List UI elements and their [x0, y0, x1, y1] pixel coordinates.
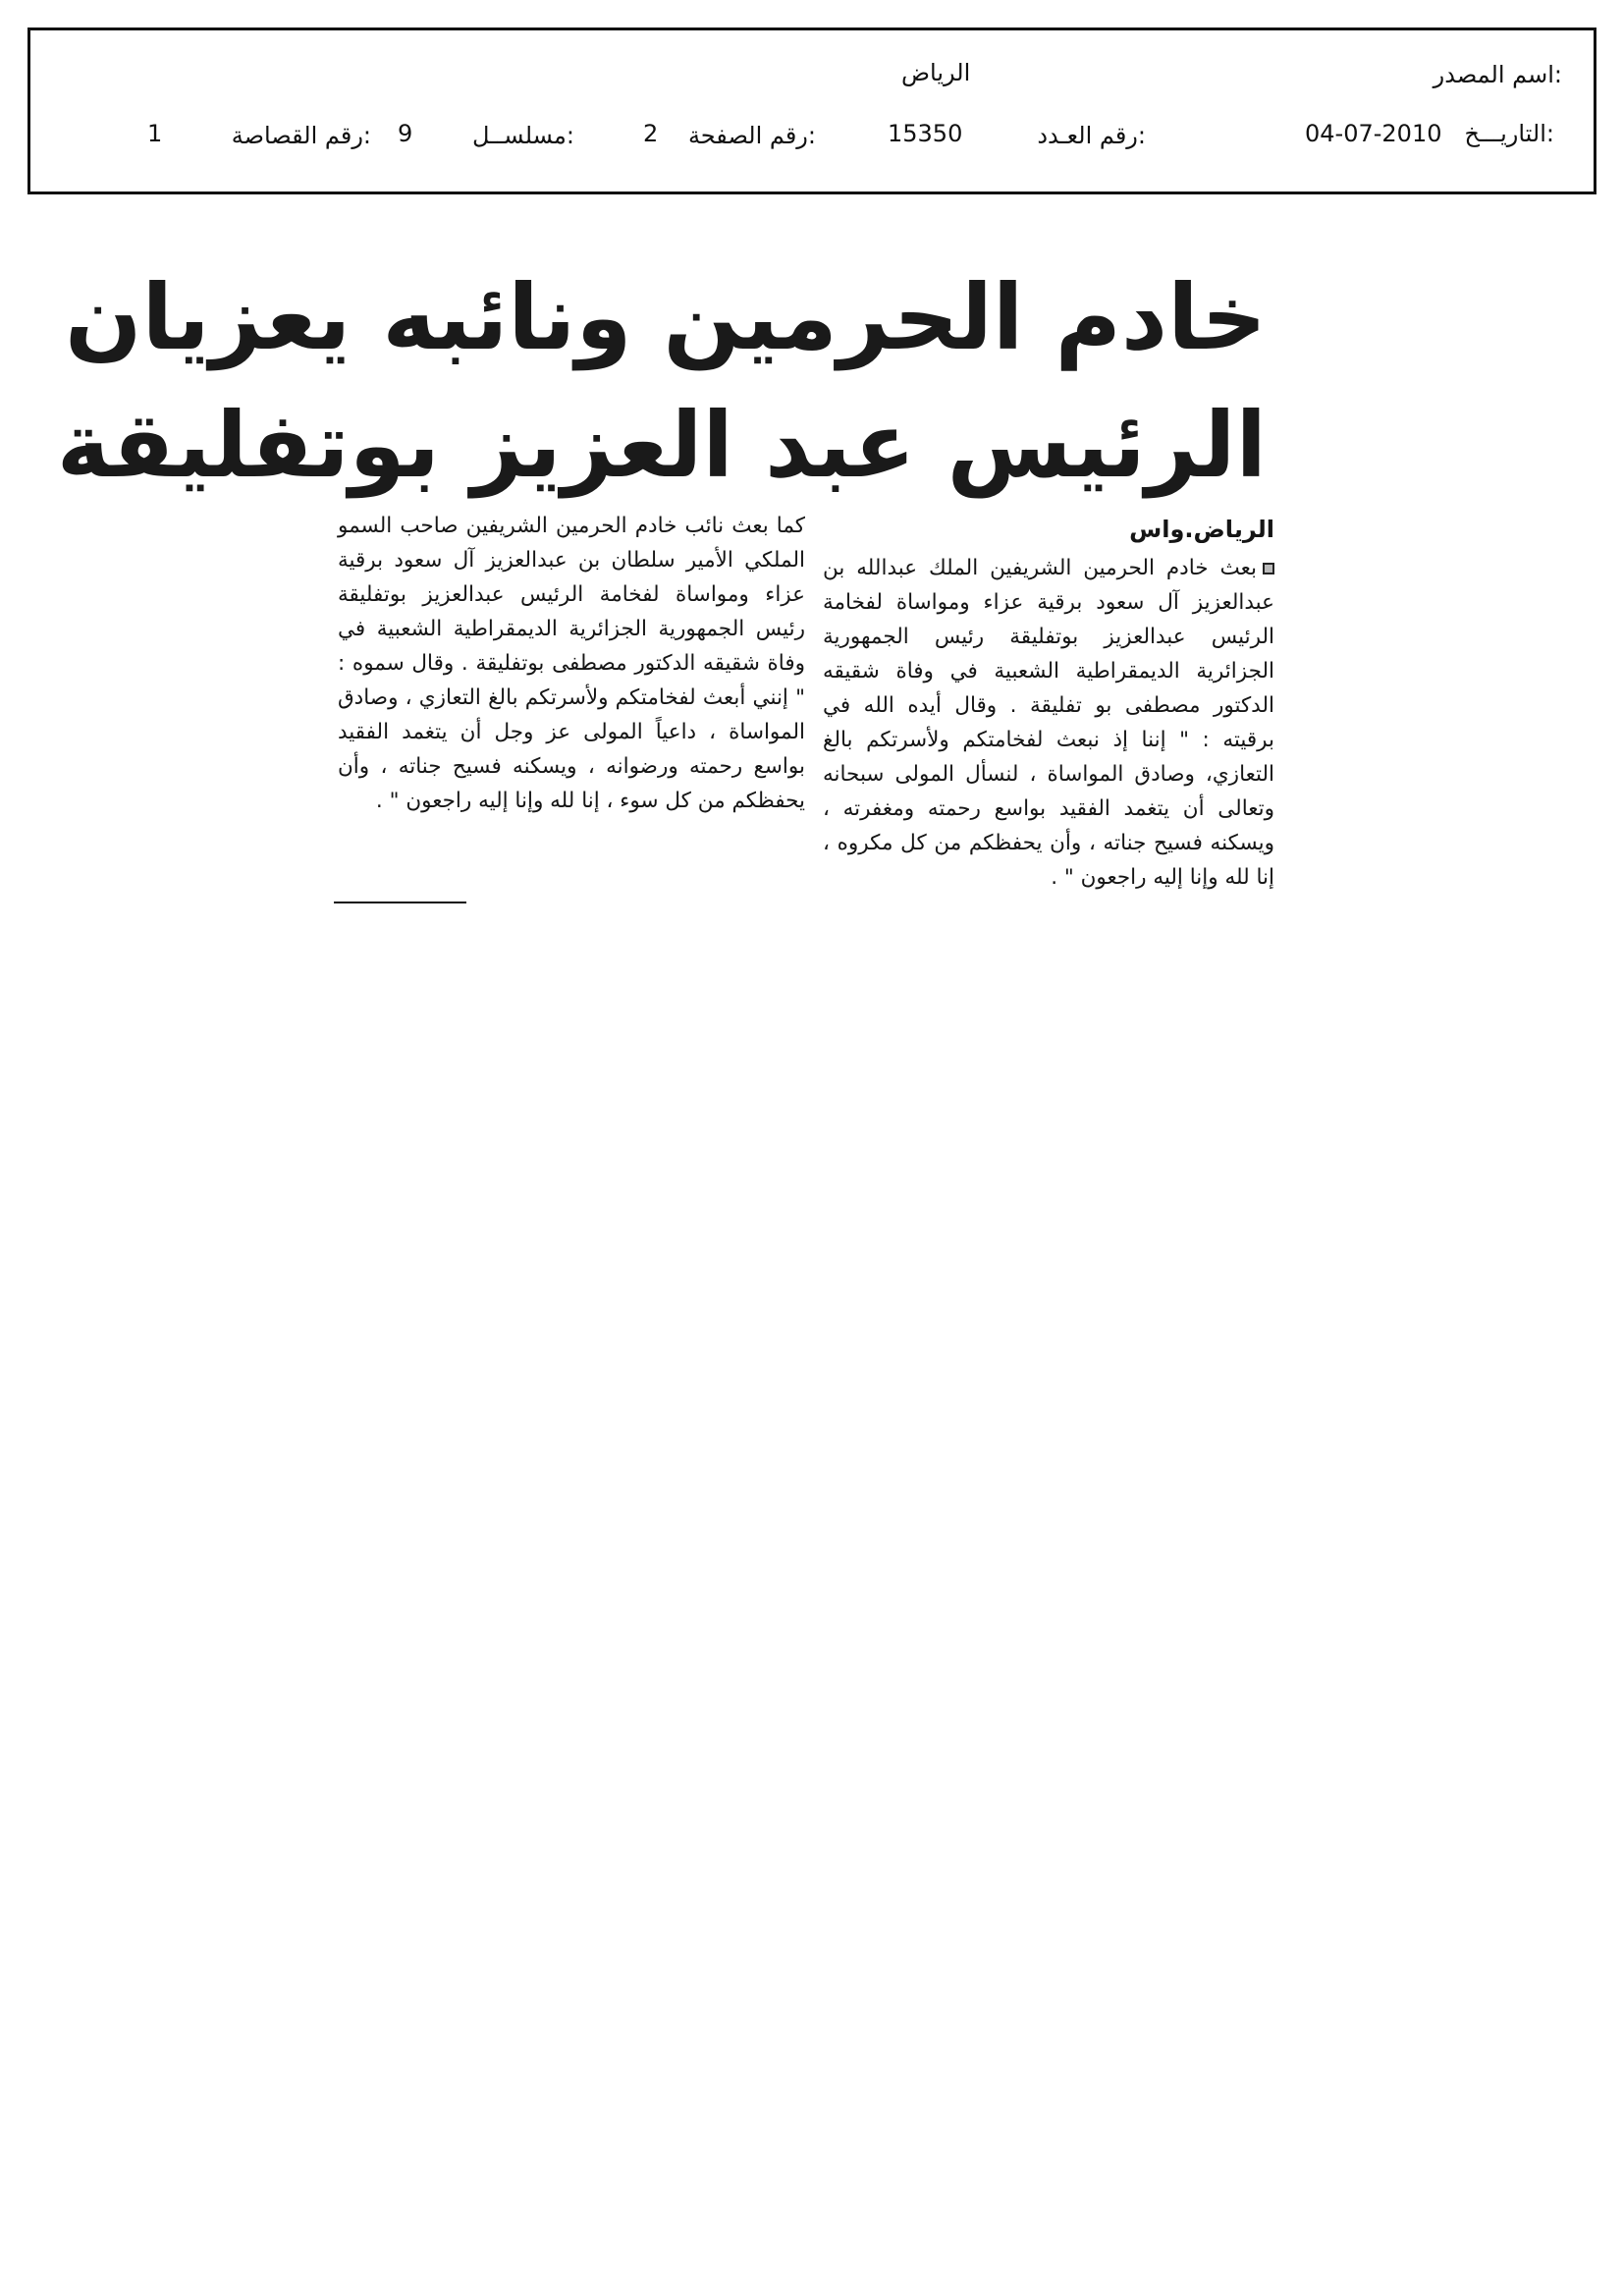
column-right-text: بعث خادم الحرمين الشريفين الملك عبدالله بن عبدالعزيز آل سعود برقية عزاء ومواساة لفخامة الرئيس عبدالعزيز بوتفليقة رئيس الجمهورية الجزائرية الديمقراطية الشعبية في وفاة شقيقه الدكتور مصطفى بو تفليقة . وقال أيده الله في برقيته : " إننا إذ نبعث لفخامتكم ولأسرتكم بالغ التعازي، وصادق المواساة ، لنسأل المولى سبحانه وتعالى أن يتغمد الفقيد بواسع رحمته ومغفرته ، ويسكنه فسيح جناته ، وأن يحفظكم من كل مكروه ، إنا لله وإنا إليه راجعون " .: [823, 556, 1274, 890]
clip-label: رقم القصاصة:: [231, 122, 371, 149]
article-column-left: [338, 509, 805, 818]
page-value: 2: [643, 120, 659, 147]
issue-value: 15350: [888, 120, 963, 147]
clipping-metadata-box: [27, 27, 1596, 194]
source-value: الرياض: [901, 59, 971, 86]
date-value: 04-07-2010: [1305, 120, 1442, 147]
article-end-rule: [334, 902, 466, 903]
page-label: رقم الصفحة:: [687, 122, 816, 149]
column-left-text: كما بعث نائب خادم الحرمين الشريفين صاحب السمو الملكي الأمير سلطان بن عبدالعزيز آل سعود برقية عزاء ومواساة لفخامة الرئيس عبدالعزيز بوتفليقة رئيس الجمهورية الجزائرية الديمقراطية الشعبية في وفاة شقيقه الدكتور مصطفى بوتفليقة . وقال سموه : " إنني أبعث لفخامتكم ولأسرتكم بالغ التعازي ، وصادق المواساة ، داعياً المولى عز وجل أن يتغمد الفقيد بواسع رحمته ورضوانه ، ويسكنه فسيح جناته ، وأن يحفظكم من كل سوء ، إنا لله وإنا إليه راجعون " .: [338, 514, 805, 813]
source-label: اسم المصدر:: [1433, 61, 1562, 88]
headline-line-1: خادم الحرمين ونائبه يعزيان: [65, 265, 1267, 370]
headline-line-2: الرئيس عبد العزيز بوتفليقة: [56, 393, 1267, 498]
serial-value: 9: [398, 120, 413, 147]
serial-label: مسلســل:: [472, 122, 574, 149]
clip-value: 1: [147, 120, 163, 147]
issue-label: رقم العـدد:: [1037, 122, 1146, 149]
paragraph-marker-icon: [1263, 563, 1274, 574]
date-label: التاريـــخ:: [1464, 120, 1554, 147]
article-column-right: [823, 513, 1274, 895]
dateline: الرياض.واس: [1129, 516, 1274, 543]
